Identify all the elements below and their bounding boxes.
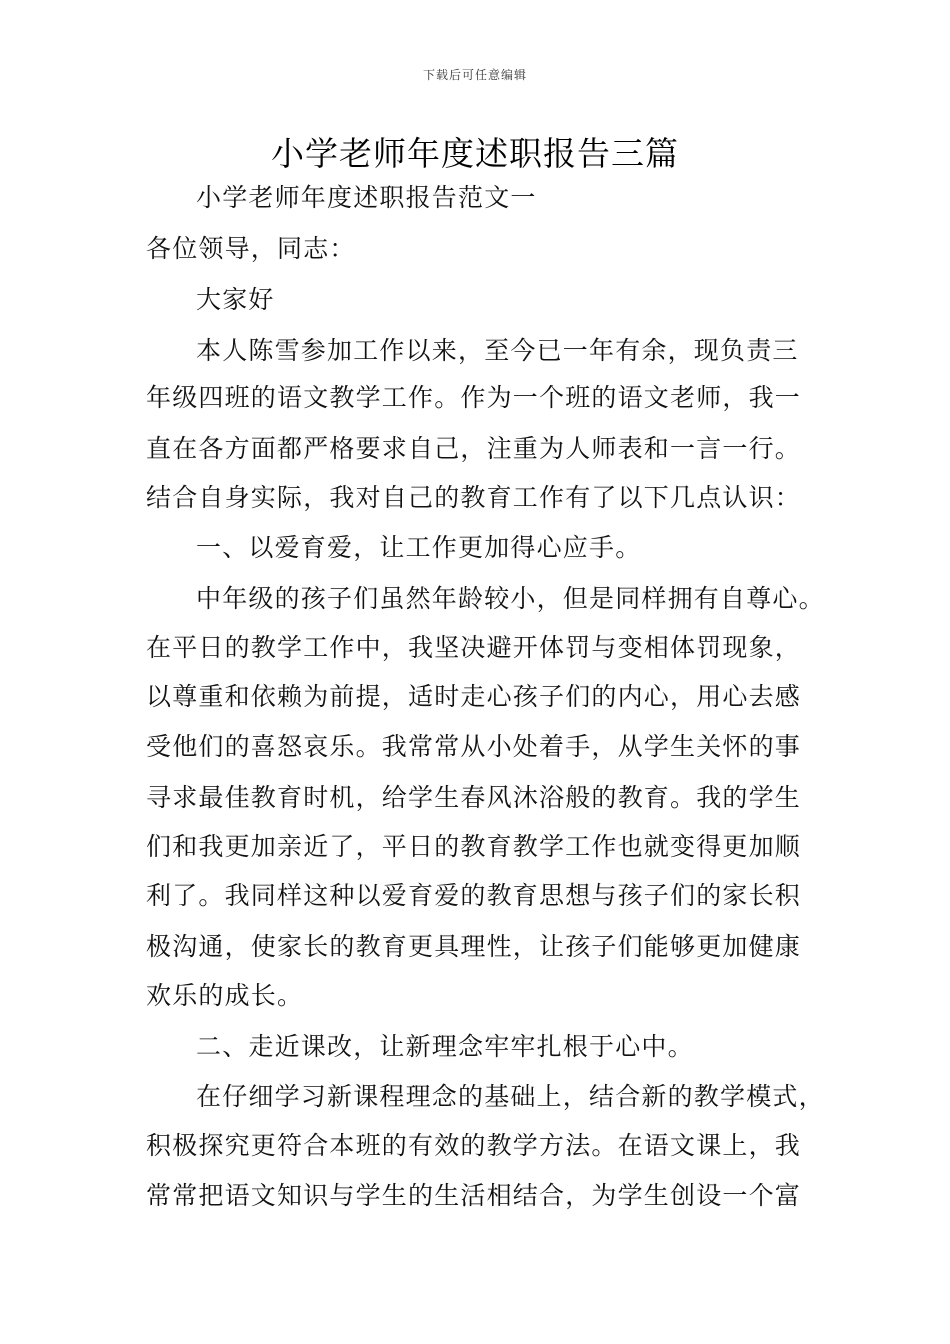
body-line: 本人陈雪参加工作以来，至今已一年有余，现负责三 <box>196 336 799 365</box>
body-line: 寻求最佳教育时机，给学生春风沐浴般的教育。我的学生 <box>146 783 802 812</box>
body-line: 中年级的孩子们虽然年龄较小，但是同样拥有自尊心。 <box>196 584 825 613</box>
body-line: 们和我更加亲近了，平日的教育教学工作也就变得更加顺 <box>146 832 802 861</box>
greeting-line: 大家好 <box>196 285 275 314</box>
body-line: 在仔细学习新课程理念的基础上，结合新的教学模式， <box>196 1082 825 1111</box>
header-note: 下载后可任意编辑 <box>422 68 527 82</box>
body-line: 受他们的喜怒哀乐。我常常从小处着手，从学生关怀的事 <box>146 732 802 761</box>
body-line: 利了。我同样这种以爱育爱的教育思想与孩子们的家长积 <box>146 881 802 910</box>
body-line: 在平日的教学工作中，我坚决避开体罚与变相体罚现象， <box>146 633 802 662</box>
body-line: 常常把语文知识与学生的生活相结合，为学生创设一个富 <box>146 1181 802 1210</box>
body-line: 结合自身实际，我对自己的教育工作有了以下几点认识： <box>146 483 802 512</box>
salutation-line: 各位领导，同志： <box>146 234 356 263</box>
body-line: 直在各方面都严格要求自己，注重为人师表和一言一行。 <box>146 434 802 463</box>
body-line: 以尊重和依赖为前提，适时走心孩子们的内心，用心去感 <box>146 682 802 711</box>
body-line: 欢乐的成长。 <box>146 981 304 1010</box>
body-line: 积极探究更符合本班的有效的教学方法。在语文课上，我 <box>146 1131 802 1160</box>
subtitle-line: 小学老师年度述职报告范文一 <box>196 183 537 212</box>
document-title: 小学老师年度述职报告三篇 <box>271 134 679 173</box>
body-line: 极沟通，使家长的教育更具理性，让孩子们能够更加健康 <box>146 932 802 961</box>
body-line: 年级四班的语文教学工作。作为一个班的语文老师，我一 <box>146 383 802 412</box>
section-heading: 二、走近课改，让新理念牢牢扎根于心中。 <box>196 1032 694 1061</box>
section-heading: 一、以爱育爱，让工作更加得心应手。 <box>196 533 642 562</box>
